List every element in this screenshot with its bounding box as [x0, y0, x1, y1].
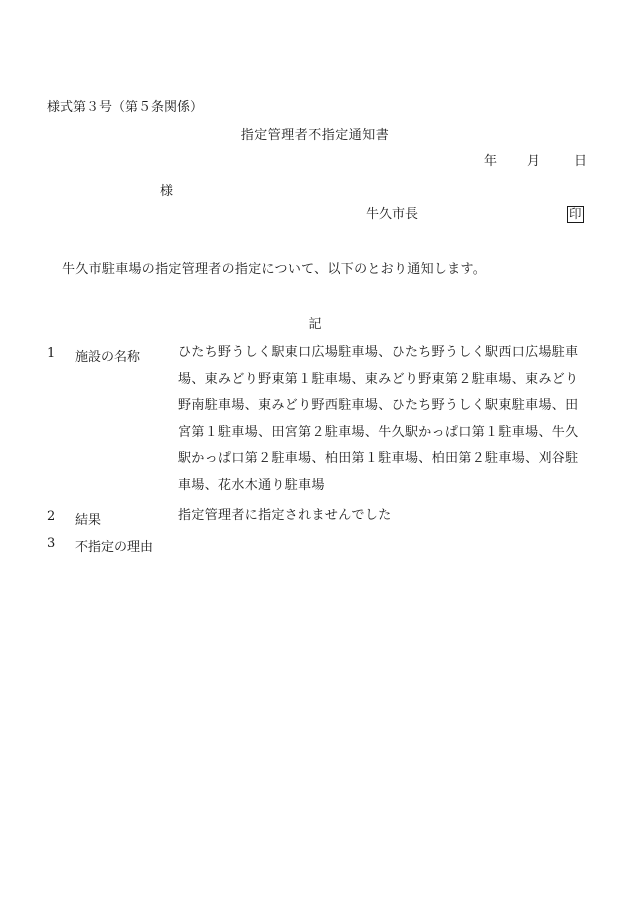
- item-number: 3: [47, 536, 56, 551]
- form-number: 様式第３号（第５条関係）: [47, 100, 204, 115]
- item-number: 2: [47, 509, 56, 524]
- date-month-label: 月: [527, 154, 541, 169]
- item-label: 結果: [75, 513, 102, 528]
- intro-text: 牛久市駐車場の指定管理者の指定について、以下のとおり通知します。: [62, 262, 487, 277]
- date-day-label: 日: [574, 154, 588, 169]
- date-line: [484, 155, 587, 168]
- seal-mark: 印: [569, 206, 582, 221]
- item-label: 施設の名称: [75, 350, 141, 365]
- sender-name: 牛久市長: [366, 207, 419, 222]
- addressee-suffix: 様: [160, 184, 174, 199]
- item-number: 1: [47, 346, 56, 361]
- item-value: ひたち野うしく駅東口広場駐車場、ひたち野うしく駅西口広場駐車場、東みどり野東第１駐車場、東みどり野東第２駐車場、東みどり野南駐車場、東みどり野西駐車場、ひたち野うしく駅東駐車場、田宮第１駐車場、田宮第２駐車場、牛久駅かっぱ口第１駐車場、牛久駅かっぱ口第２駐車場、柏田第１駐車場、柏田第２駐車場、刈谷駐車場、花水木通り駐車場: [178, 345, 579, 493]
- item-label: 不指定の理由: [75, 540, 154, 555]
- date-year-label: 年: [484, 154, 498, 169]
- document-title: 指定管理者不指定通知書: [240, 128, 390, 143]
- item-value: 指定管理者に指定されませんでした: [178, 508, 392, 523]
- ki-heading: 記: [308, 317, 322, 332]
